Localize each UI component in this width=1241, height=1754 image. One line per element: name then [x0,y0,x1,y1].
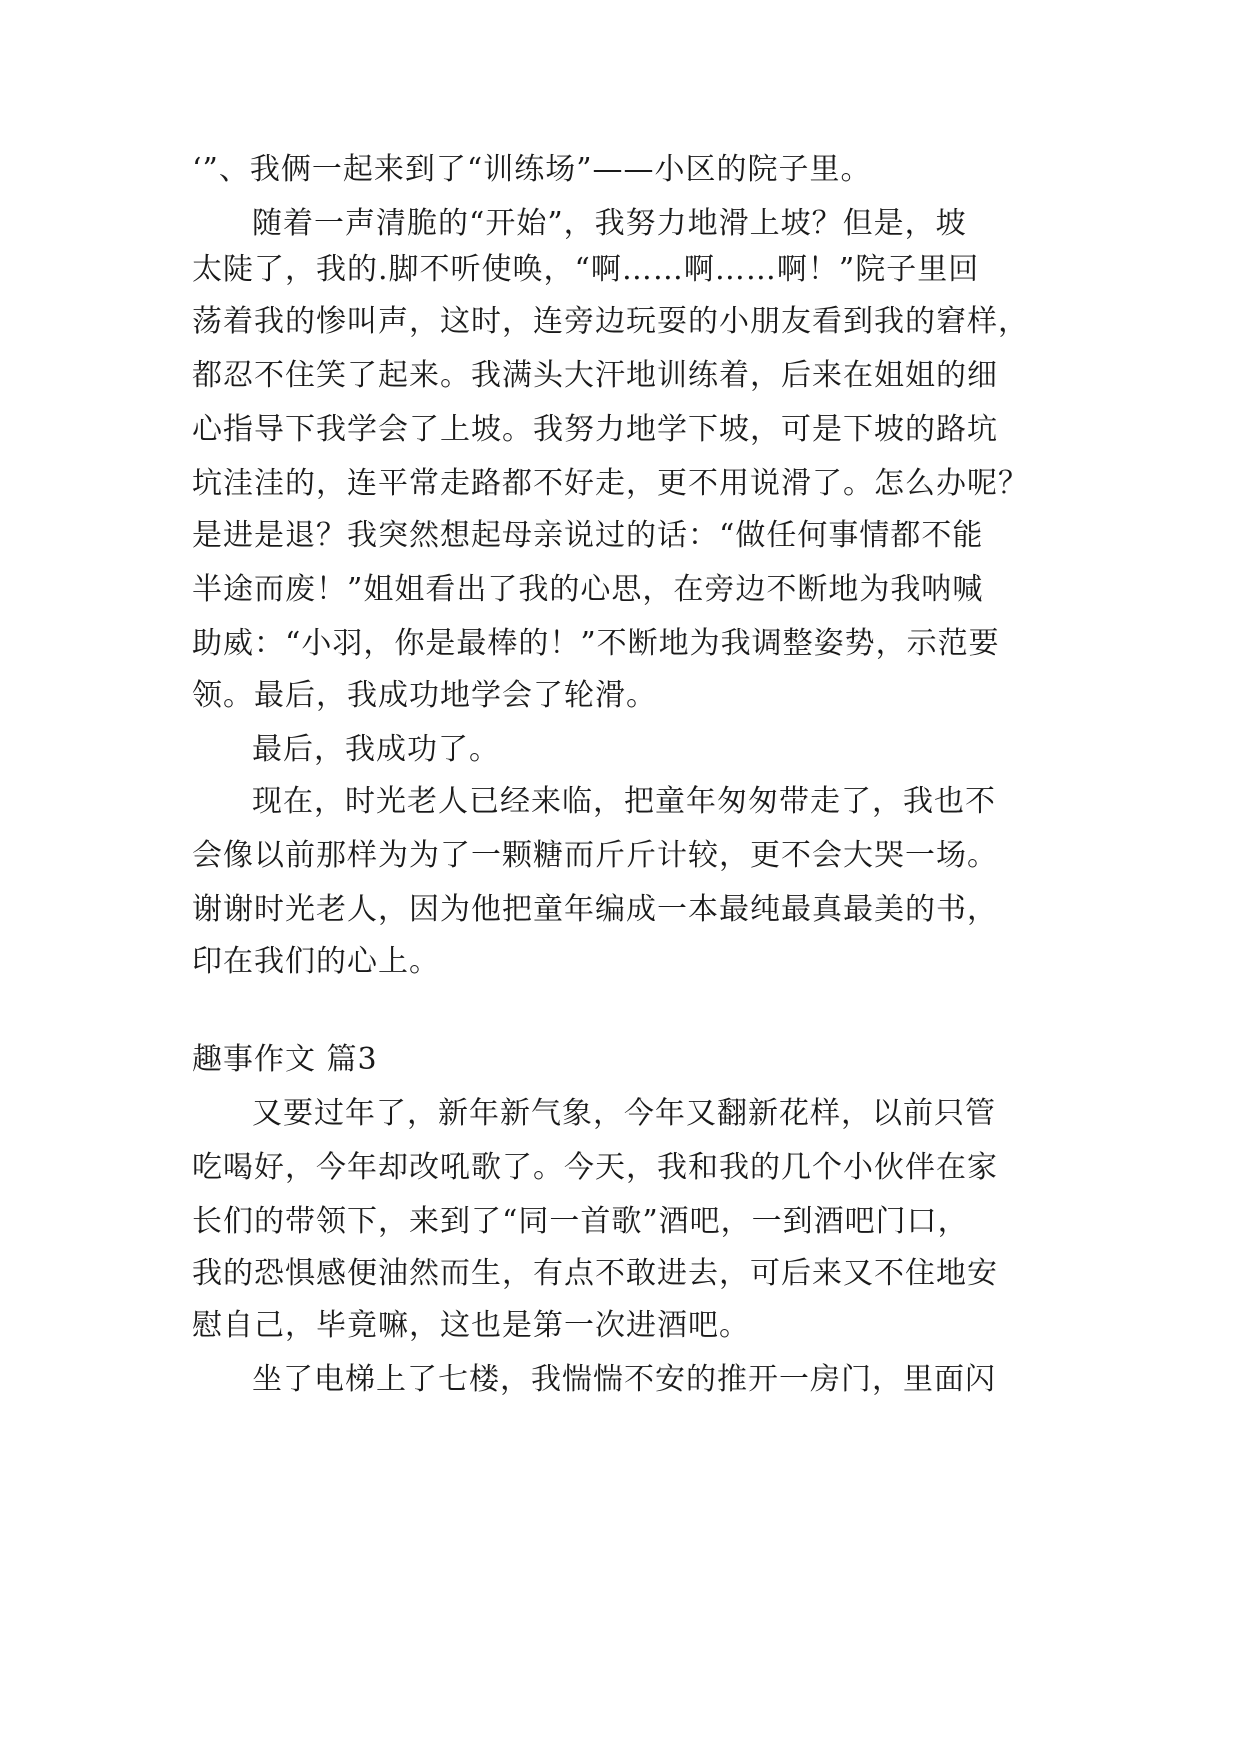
text-line: 会像以前那样为为了一颗糖而斤斤计较，更不会大哭一场。 [192,838,998,873]
paragraph-start-line: 随着一声清脆的“开始”，我努力地滑上坡？但是，坡 [252,206,967,241]
text-line: 慰自己，毕竟嘛，这也是第一次进酒吧。 [192,1308,750,1343]
text-line: 半途而废！”姐姐看出了我的心思，在旁边不断地为我呐喊 [192,572,984,607]
text-line: 坑洼洼的，连平常走路都不好走，更不用说滑了。怎么办呢？ [192,466,1029,501]
paragraph-start-line: 最后，我成功了。 [252,732,500,767]
text-line: 谢谢时光老人，因为他把童年编成一本最纯最真最美的书， [192,892,998,927]
paragraph-start-line: 现在，时光老人已经来临，把童年匆匆带走了，我也不 [252,784,996,819]
text-line: 领。最后，我成功地学会了轮滑。 [192,678,657,713]
text-line: ‘”、我俩一起来到了“训练场”——小区的院子里。 [192,152,872,187]
text-line: 都忍不住笑了起来。我满头大汗地训练着，后来在姐姐的细 [192,358,998,393]
text-line: 心指导下我学会了上坡。我努力地学下坡，可是下坡的路坑 [192,412,998,447]
text-line: 长们的带领下，来到了“同一首歌”酒吧，一到酒吧门口， [192,1204,969,1239]
paragraph-start-line: 坐了电梯上了七楼，我惴惴不安的推开一房门，里面闪 [252,1362,996,1397]
text-line: 印在我们的心上。 [192,944,440,979]
text-line: 荡着我的惨叫声，这时，连旁边玩耍的小朋友看到我的窘样， [192,304,1029,339]
paragraph-start-line: 又要过年了，新年新气象，今年又翻新花样，以前只管 [252,1096,996,1131]
text-line: 我的恐惧感便油然而生，有点不敢进去，可后来又不住地安 [192,1256,998,1291]
section-heading: 趣事作文 篇3 [192,1042,378,1077]
text-line: 助威：“小羽，你是最棒的！”不断地为我调整姿势，示范要 [192,626,1000,661]
text-line: 吃喝好，今年却改吼歌了。今天，我和我的几个小伙伴在家 [192,1150,998,1185]
text-line: 太陡了，我的.脚不听使唤，“啊……啊……啊！”院子里回 [192,252,980,287]
text-line: 是进是退？我突然想起母亲说过的话：“做任何事情都不能 [192,518,984,553]
